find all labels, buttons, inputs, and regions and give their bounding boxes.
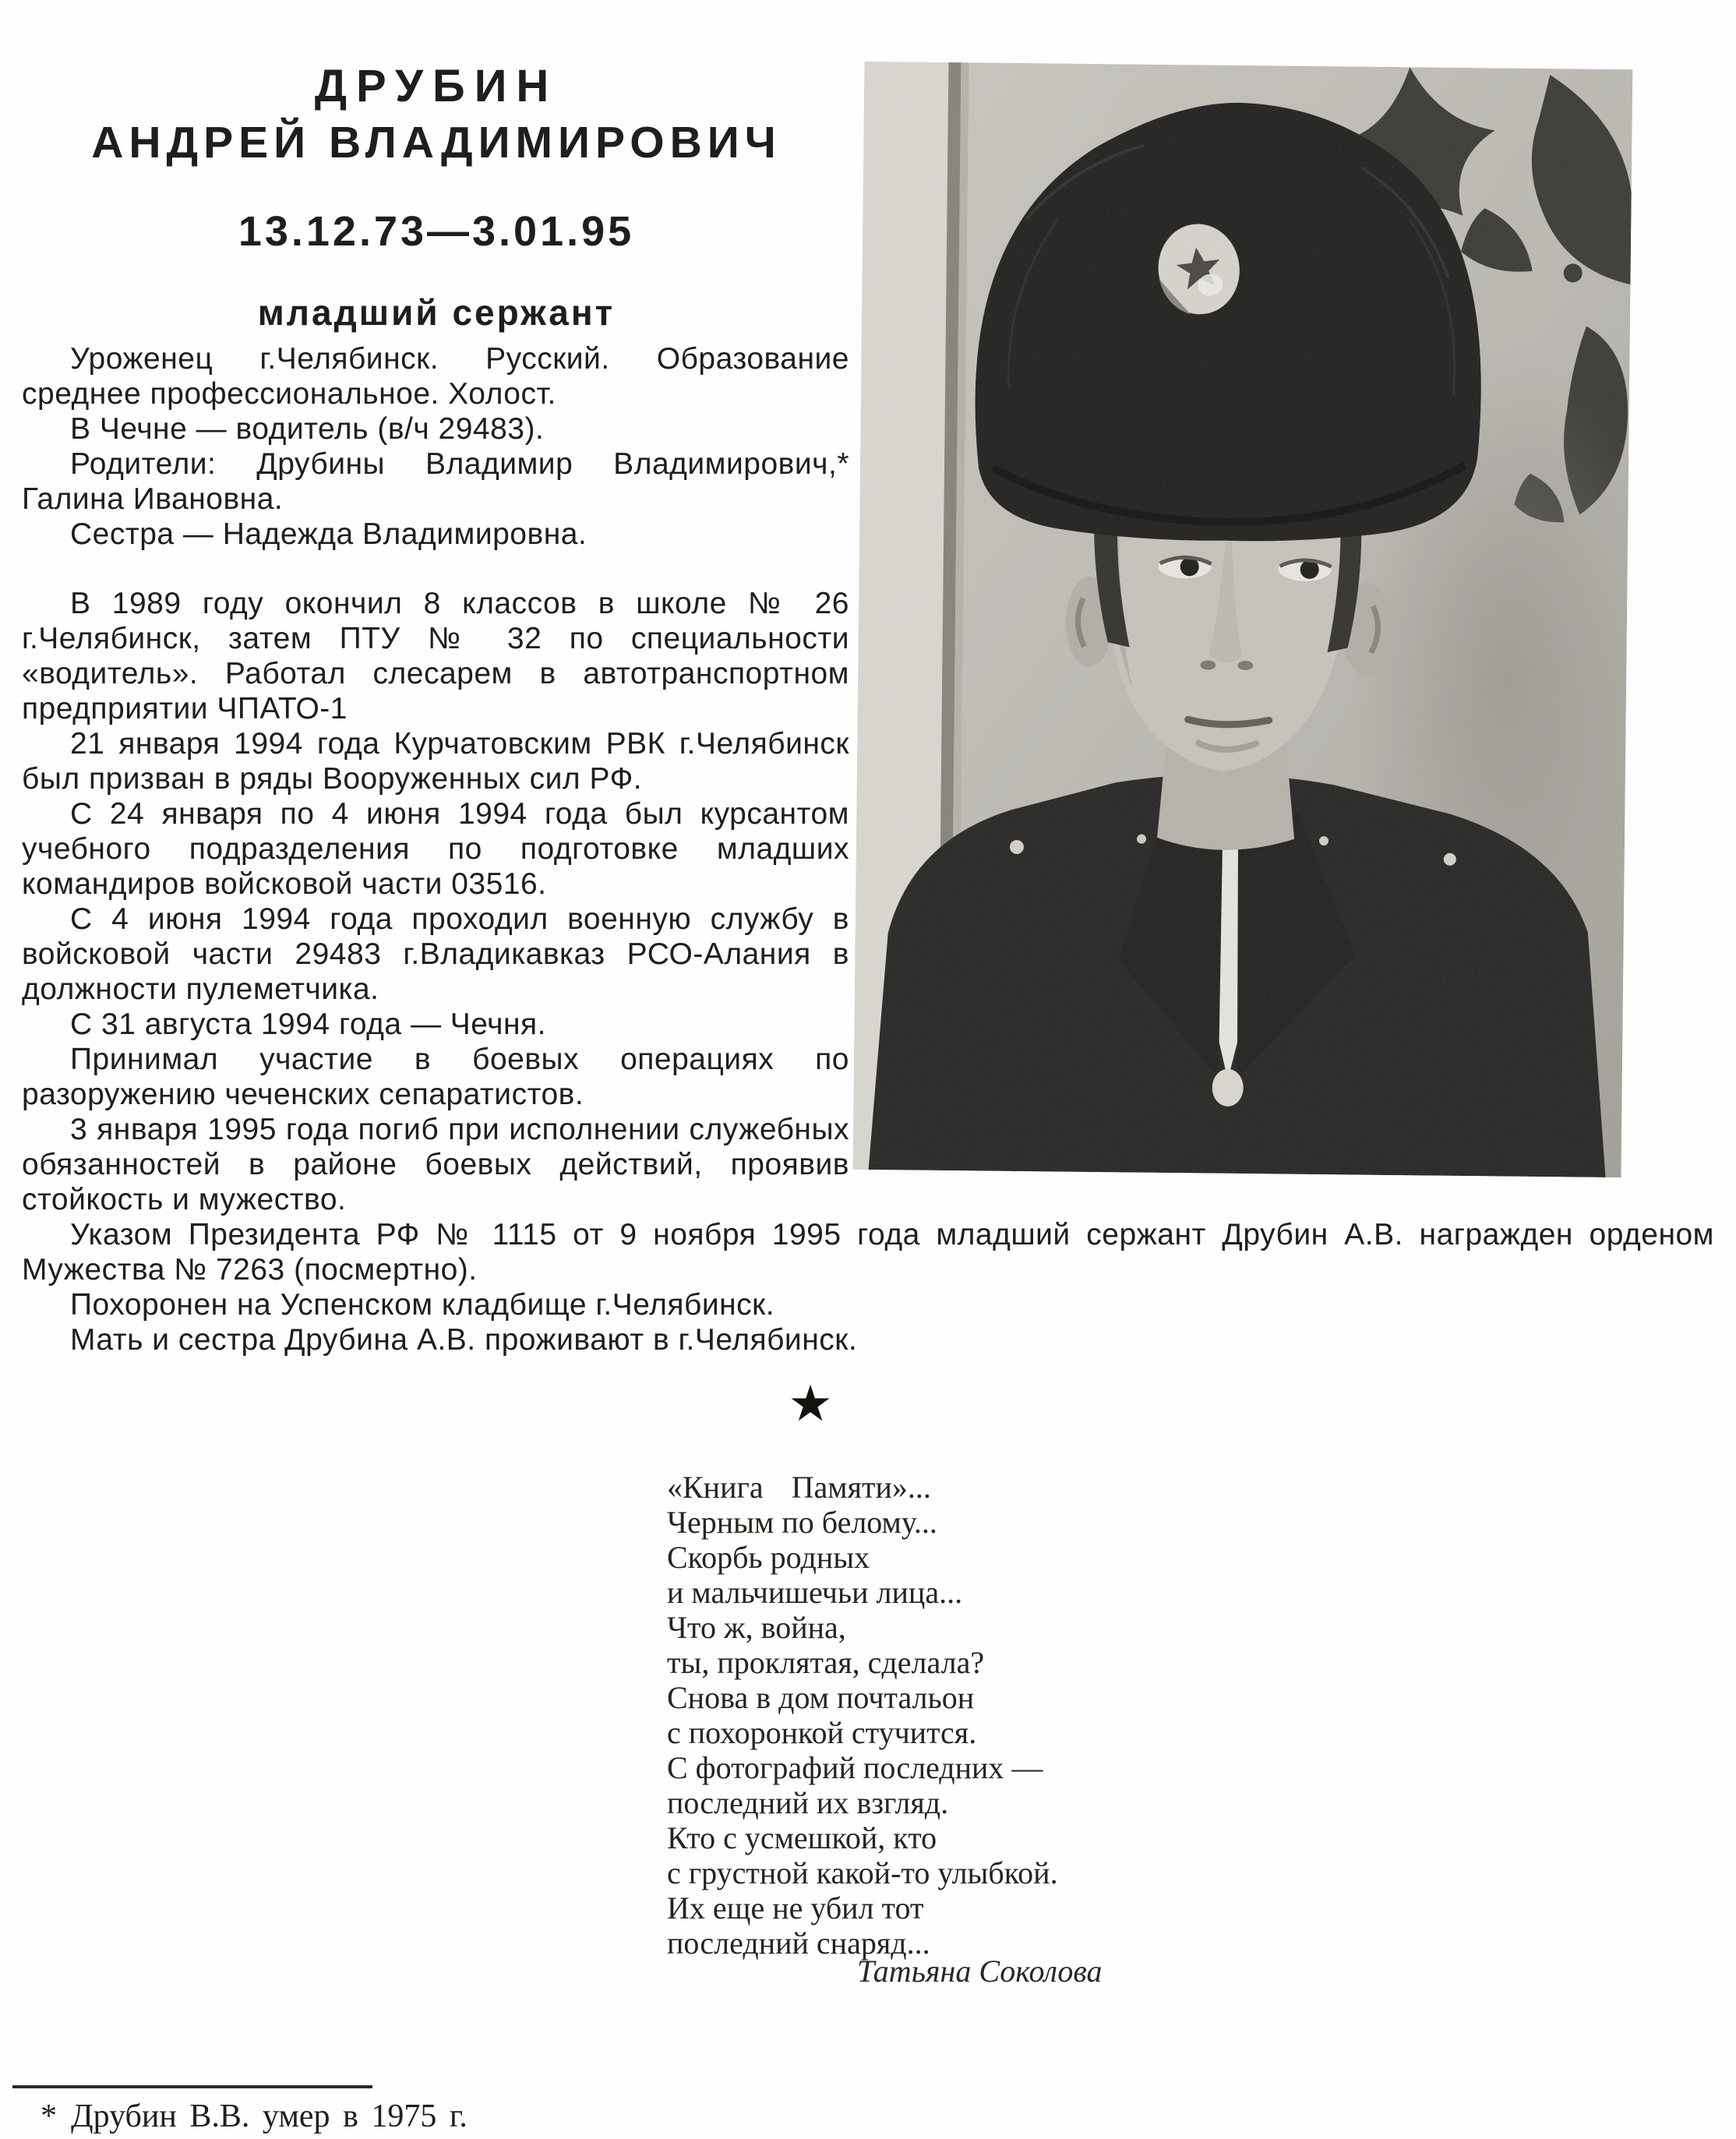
poem-line: Кто с усмешкой, кто — [667, 1820, 937, 1855]
bio-wide-paragraph: Мать и сестра Друбина А.В. проживают в г.Челябинск. — [70, 1323, 858, 1357]
poem-author: Татьяна Соколова — [857, 1954, 1103, 1989]
footnote-rule — [12, 2085, 372, 2088]
poem-line: последний снаряд... — [667, 1925, 930, 1961]
bio-paragraph: Родители: Друбины Владимир Владимирович,* Галина Ивановна. — [22, 447, 849, 516]
poem-line: Их еще не убил тот — [667, 1890, 924, 1925]
bio-paragraph: Принимал участие в боевых операциях по разоружению чеченских сепаратистов. — [22, 1043, 849, 1111]
bio-wide-paragraph: Указом Президента РФ № 1115 от 9 ноября 1995 года младший сержант Друбин А.В. награжден орденом Мужества № 7263 (посмертно). — [22, 1218, 1714, 1287]
poem-line: Снова в дом почтальон — [667, 1680, 975, 1715]
bio-paragraph: 21 января 1994 года Курчатовским РВК г.Челябинск был призван в ряды Вооруженных сил РФ. — [22, 727, 849, 796]
poem-line: С фотографий последних — — [667, 1750, 1043, 1785]
poem-line: Скорбь родных — [667, 1540, 870, 1575]
bio-paragraph: В Чечне — водитель (в/ч 29483). — [70, 412, 545, 446]
footnote-body: Друбин В.В. умер в 1975 г. — [71, 2098, 468, 2134]
poem-line: с похоронкой стучится. — [667, 1715, 977, 1750]
bio-paragraph: С 4 июня 1994 года проходил военную службу в войсковой части 29483 г.Владикавказ РСО-Алания в должности пулеметчика. — [22, 902, 849, 1006]
title-block — [23, 59, 849, 334]
poem-line: Что ж, война, — [667, 1610, 846, 1645]
footnote-text — [41, 2098, 468, 2135]
bio-paragraph: В 1989 году окончил 8 классов в школе № 26 г.Челябинск, затем ПТУ № 32 по специальности «водитель». Работал слесарем в автотранспортном предприятии ЧПАТО-1 — [22, 587, 849, 725]
poem-line: ты, проклятая, сделала? — [667, 1645, 985, 1680]
life-dates: 13.12.73—3.01.95 — [238, 208, 635, 255]
memorial-poem — [667, 1470, 1259, 1961]
rank-label: младший сержант — [257, 292, 616, 333]
bio-paragraph: Сестра — Надежда Владимировна. — [70, 517, 587, 551]
poem-line: с грустной какой-то улыбкой. — [667, 1855, 1058, 1890]
surname-heading: ДРУБИН — [314, 61, 559, 111]
bio-wide-paragraph: Похоронен на Успенском кладбище г.Челябинск. — [70, 1288, 775, 1322]
star-divider-icon: ★ — [788, 1375, 833, 1431]
footnote-marker: * — [41, 2098, 57, 2134]
bio-paragraph: Уроженец г.Челябинск. Русский. Образование среднее профессиональное. Холост. — [22, 342, 849, 411]
bio-paragraph: С 31 августа 1994 года — Чечня. — [70, 1008, 546, 1041]
poem-line: Черным по белому... — [667, 1505, 937, 1540]
bio-paragraph: 3 января 1995 года погиб при исполнении служебных обязанностей в районе боевых действий, проявив стойкость и мужество. — [22, 1113, 849, 1216]
poem-line: последний их взгляд. — [667, 1785, 949, 1820]
bio-paragraph: С 24 января по 4 июня 1994 года был курсантом учебного подразделения по подготовке младших командиров войсковой части 03516. — [22, 797, 849, 901]
poem-line: и мальчишечьи лица... — [667, 1575, 963, 1610]
poem-line: «Книга Памяти»... — [667, 1470, 931, 1505]
biography-text — [22, 341, 1714, 1357]
given-names-heading: АНДРЕЙ ВЛАДИМИРОВИЧ — [91, 118, 782, 168]
